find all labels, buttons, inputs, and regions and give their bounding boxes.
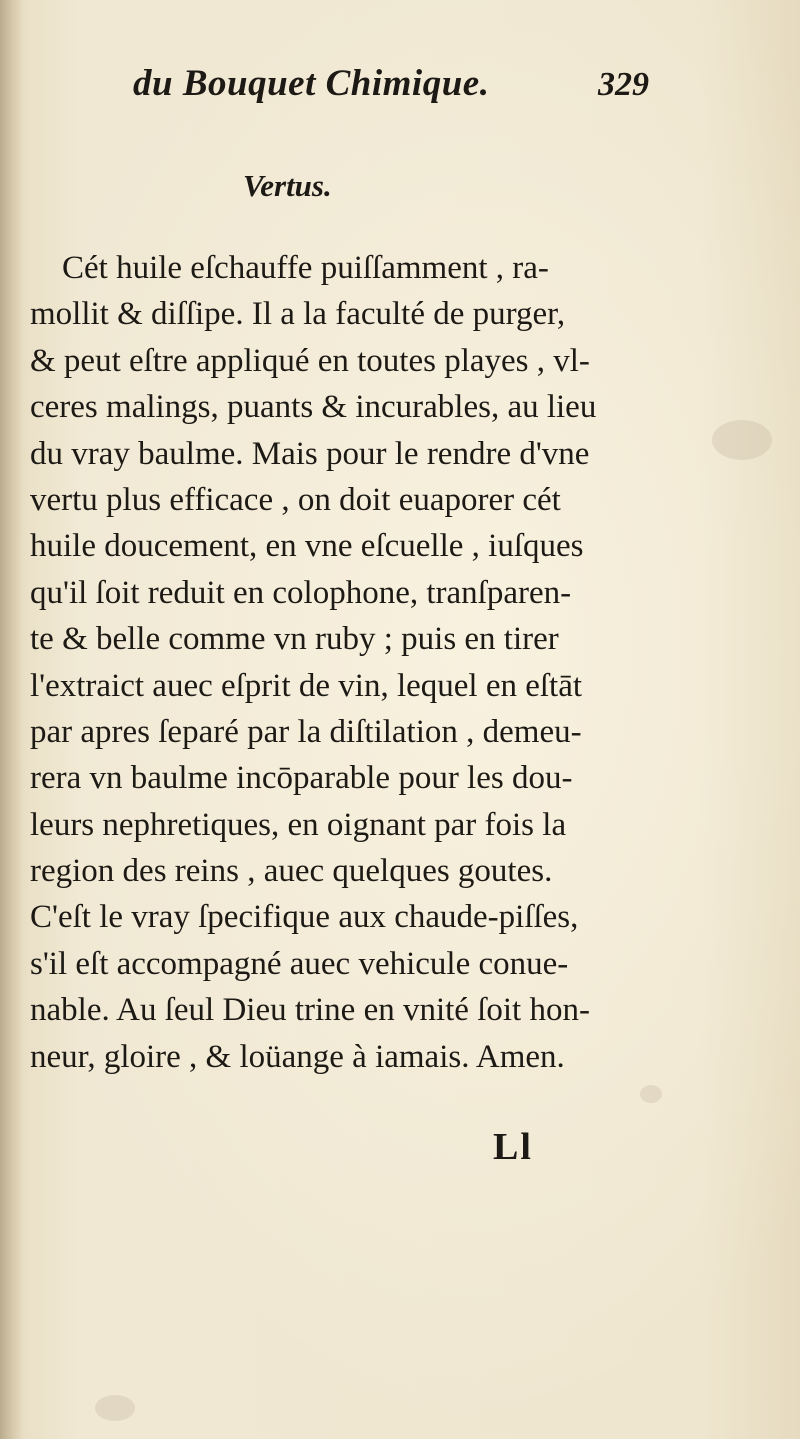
text-line: te & belle comme vn ruby ; puis en tirer	[30, 621, 559, 658]
text-line: vertu plus efficace , on doit euaporer cét	[30, 481, 561, 518]
paper-stain	[712, 420, 772, 460]
text-line: rera vn baulme incōparable pour les dou-	[30, 760, 573, 797]
text-line: nable. Au ſeul Dieu trine en vnité ſoit hon-	[30, 992, 590, 1029]
page-number: 329	[598, 66, 649, 103]
text-line: par apres ſeparé par la diſtilation , demeu-	[30, 713, 582, 750]
section-heading: Vertus.	[243, 168, 332, 203]
text-line: s'il eſt accompagné auec vehicule conue-	[30, 945, 569, 982]
text-line: du vray baulme. Mais pour le rendre d'vne	[30, 435, 590, 472]
text-line: & peut eſtre appliqué en toutes playes , vl-	[30, 342, 590, 379]
text-line: mollit & diſſipe. Il a la faculté de purger,	[30, 296, 566, 333]
text-line: qu'il ſoit reduit en colophone, tranſparen-	[30, 574, 572, 611]
body-text	[30, 245, 690, 1080]
text-line: Cét huile eſchauffe puiſſamment , ra-	[62, 250, 549, 286]
text-line: huile doucement, en vne eſcuelle , iuſques	[30, 528, 584, 565]
text-line: C'eſt le vray ſpecifique aux chaude-piſſes,	[30, 899, 579, 936]
running-title: du Bouquet Chimique.	[133, 63, 490, 104]
text-line: l'extraict auec eſprit de vin, lequel en eſtāt	[30, 667, 583, 704]
text-line: leurs nephretiques, en oignant par fois la	[30, 806, 567, 843]
paper-stain	[95, 1395, 135, 1421]
text-line: ceres malings, puants & incurables, au lieu	[30, 389, 597, 426]
text-line: region des reins , auec quelques goutes.	[30, 853, 553, 890]
page-gutter	[0, 0, 22, 1439]
text-line: neur, gloire , & loüange à iamais. Amen.	[30, 1038, 565, 1075]
signature-mark: Ll	[493, 1126, 533, 1168]
paper-stain	[640, 1085, 662, 1103]
